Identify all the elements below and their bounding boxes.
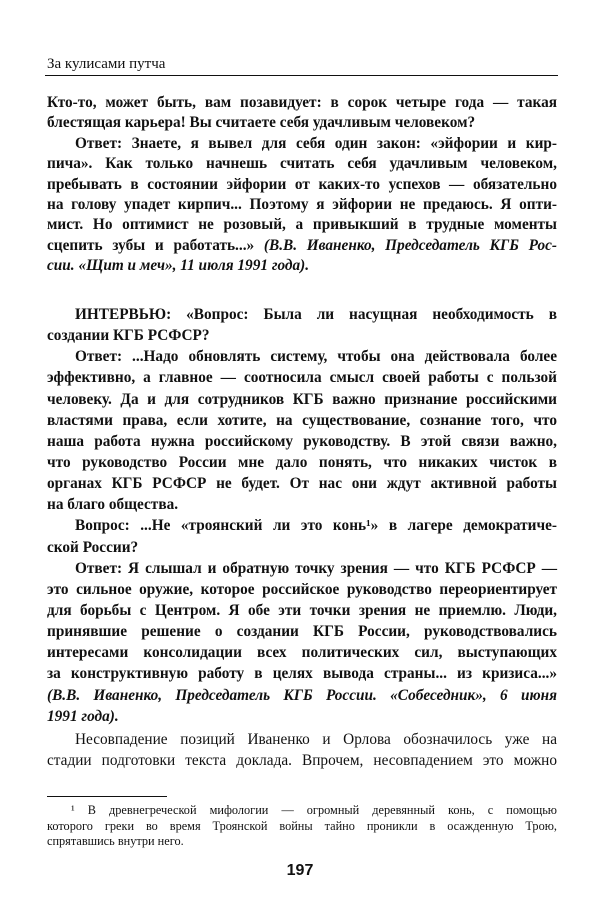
header-rule — [45, 75, 558, 76]
interview-block-1 — [47, 93, 557, 277]
text-line — [47, 706, 557, 727]
text-line: которого греки во время Троянской войны тайно проникли в осажденную Трою, — [47, 818, 557, 833]
text-line: Несовпадение позиций Иваненко и Орлова обозначилось уже на — [75, 731, 557, 748]
text-line: эффективно, а главное — соотносила смысл своей работы с пользой — [47, 369, 557, 387]
text-line: органах КГБ РСФСР не будет. От нас они ждут активной работы — [47, 475, 557, 493]
text-line: для борьбы с Центром. Я обе эти точки зрения не приемлю. Люди, — [47, 601, 557, 619]
text-line — [47, 236, 557, 256]
footnote-rule — [47, 796, 167, 797]
text-line — [47, 685, 557, 706]
citation-text: (В.В. Иваненко, Председатель КГБ России. «Собеседник», 6 июня — [47, 686, 557, 704]
text-line: спрятавшись внутри него. — [47, 834, 184, 848]
text-segment: сцепить зубы и работать...» — [47, 236, 264, 254]
text-line: наша работа нужна российскому руководству. В этой связи важно, — [47, 432, 557, 450]
text-line — [47, 256, 557, 276]
text-line: пича». Как только начнешь считать себя удачливым человеком, — [47, 155, 557, 173]
citation-text: (В.В. Иваненко, Председатель КГБ Рос- — [263, 236, 557, 254]
text-line: принявшие решение о создании КГБ России, руководствовались — [47, 623, 557, 641]
text-line: человеку. Да и для сотрудников КГБ важно признание российскими — [47, 390, 557, 408]
text-line: пребывать в состоянии эйфории от каких-то успехов — обязательно — [47, 175, 557, 193]
text-line: Вопрос: ...Не «троянский ли это конь¹» в лагере демократиче- — [75, 517, 557, 535]
text-line: создании КГБ РСФСР? — [47, 327, 210, 345]
text-line: стадии подготовки текста доклада. Впрочем, несовпадением это можно — [47, 751, 557, 769]
text-line: Ответ: ...Надо обновлять систему, чтобы она действовала более — [75, 348, 557, 366]
footnote — [47, 803, 557, 850]
text-line: что руководство России мне дало понять, что никаких чисток в — [47, 453, 557, 471]
text-line: на голову упадет кирпич... Поэтому я эйфории не предаюсь. Я опти- — [47, 195, 557, 213]
text-line: за конструктивную работу в целях вывода страны... из кризиса...» — [47, 665, 557, 683]
text-line: ской России? — [47, 538, 139, 556]
text-line: властями права, если хотите, на существование, сознание того, что — [47, 411, 557, 429]
text-line: ¹ В древнегреческой мифологии — огромный деревянный конь, с помощью — [71, 803, 557, 817]
running-header: За кулисами путча — [47, 56, 166, 72]
interview-block-2 — [47, 304, 557, 727]
citation-text: сии. «Щит и меч», 11 июля 1991 года). — [47, 257, 310, 275]
body-paragraph — [47, 730, 557, 771]
text-line: ИНТЕРВЬЮ: «Вопрос: Была ли насущная необходимость в — [75, 306, 557, 323]
text-line: интересами консолидации всех политических сил, выступающих — [47, 644, 557, 662]
page-number: 197 — [286, 862, 314, 879]
text-line: Ответ: Я слышал и обратную точку зрения — что КГБ РСФСР — — [75, 559, 557, 577]
text-line: это сильное оружие, которое российское руководство переориентирует — [47, 580, 557, 598]
text-line: Ответ: Знаете, я вывел для себя один закон: «эйфории и кир- — [75, 134, 557, 152]
text-line: на благо общества. — [47, 496, 179, 514]
text-line: Кто-то, может быть, вам позавидует: в сорок четыре года — такая — [47, 94, 557, 111]
text-line: блестящая карьера! Вы считаете себя удачливым человеком? — [47, 114, 476, 132]
text-line: мист. Но оптимист не розовый, а привыкший в трудные моменты — [47, 216, 557, 234]
citation-text: 1991 года). — [47, 707, 119, 725]
